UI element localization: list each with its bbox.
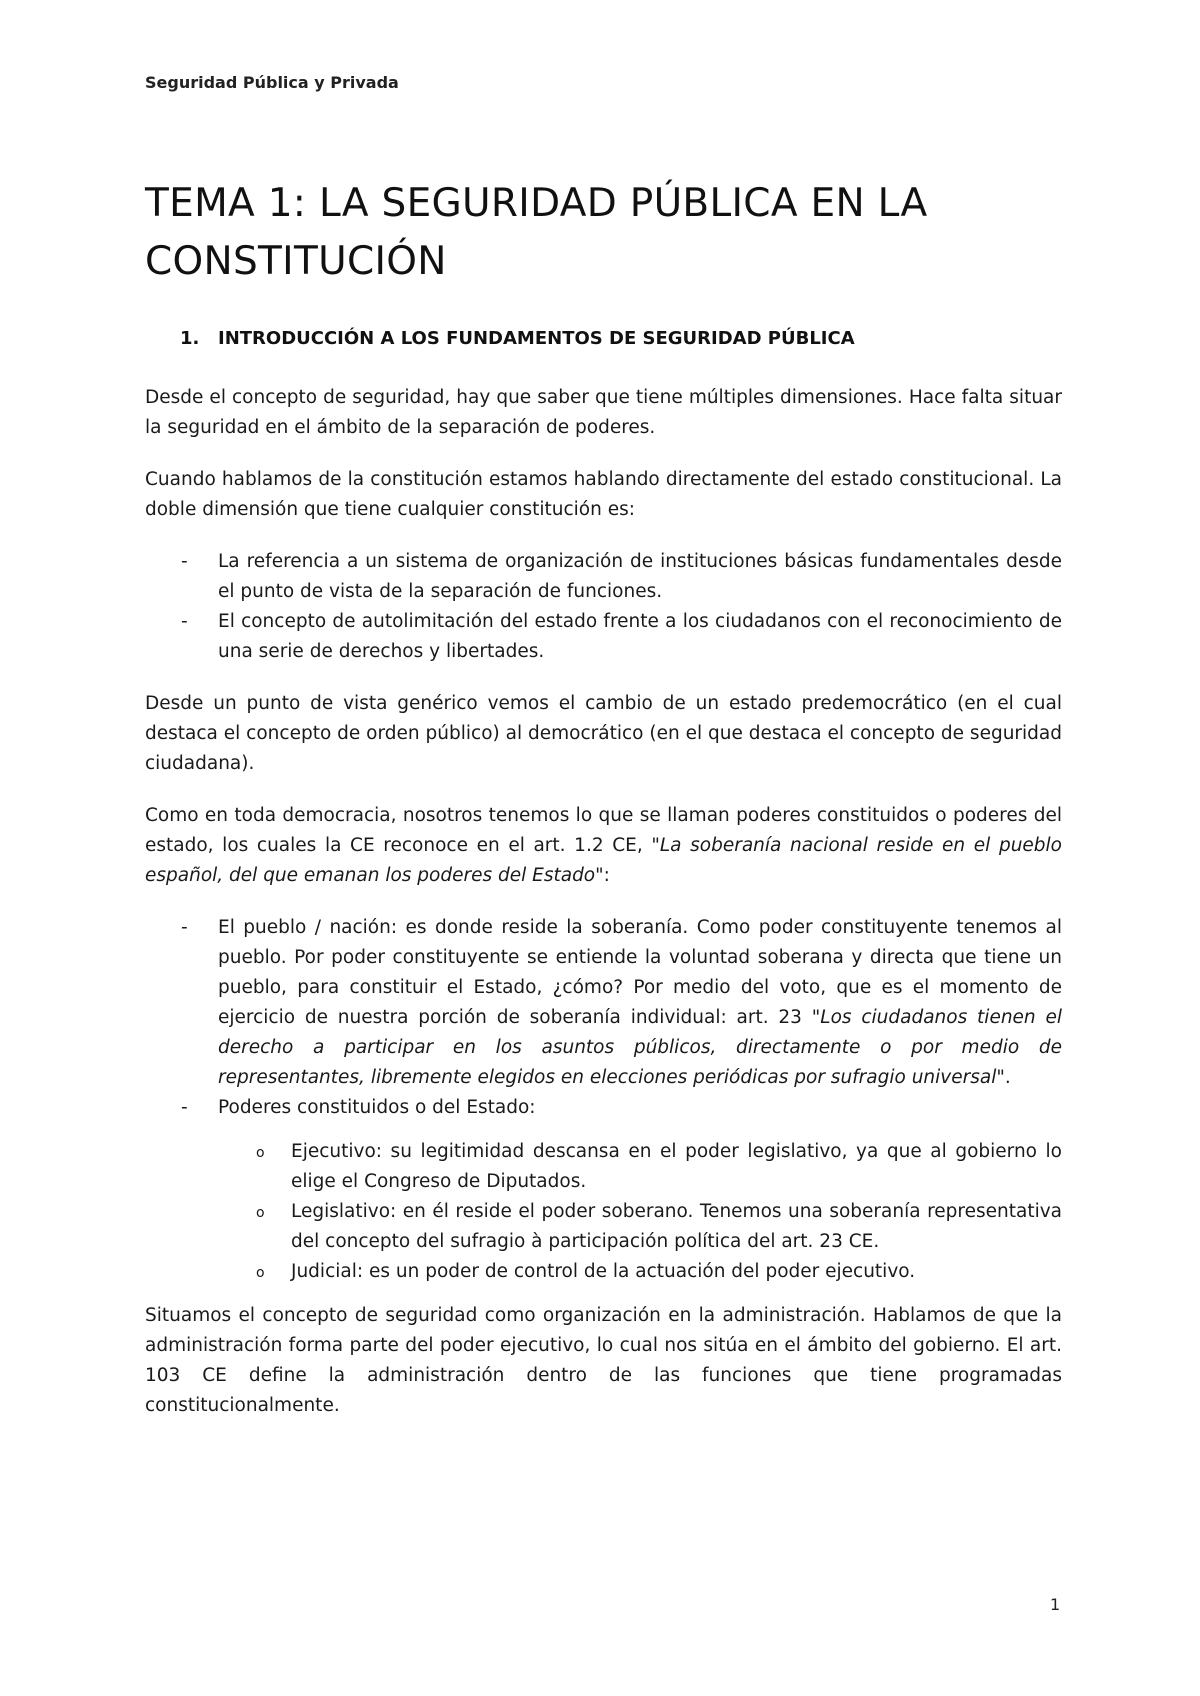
sublist-item [145, 1137, 1062, 1197]
constituted-powers-sublist [145, 1137, 1062, 1287]
paragraph-3: Desde un punto de vista genérico vemos el cambio de un estado predemocrático (en el cual destaca el concepto de orden público) al democrático (en el que destaca el concepto de seguridad ciudadana). [145, 693, 1062, 774]
article-23-quote: Los ciudadanos tienen el derecho a participar en los asuntos públicos, directamente o por medio de representantes, libremente elegidos en elecciones periódicas por sufragio universal [218, 1007, 1062, 1088]
dash-bullet: - [181, 917, 188, 938]
paragraph-5: Situamos el concepto de seguridad como organización en la administración. Hablamos de que la administración forma parte del poder ejecutivo, lo cual nos sitúa en el ámbito del gobierno. El art. 103 CE define la administración dentro de las funciones que tiene programadas constitucionalmente. [145, 1305, 1062, 1416]
circle-bullet: o [256, 1145, 265, 1161]
list-item-text: La referencia a un sistema de organización de instituciones básicas fundamentales desde el punto de vista de la separación de funciones. [218, 551, 1062, 602]
paragraph-4-end: ": [595, 865, 610, 886]
sublist-item [145, 1257, 1062, 1287]
dash-bullet: - [181, 611, 188, 632]
paragraph-4-text: Como en toda democracia, nosotros tenemos lo que se llaman poderes constituidos o poderes del estado, los cuales la CE reconoce en el art. 1.2 CE, " [145, 805, 1062, 856]
sublist-item-text: Ejecutivo: su legitimidad descansa en el poder legislativo, ya que al gobierno lo elige el Congreso de Diputados. [291, 1141, 1062, 1192]
circle-bullet: o [256, 1205, 265, 1221]
paragraph-1: Desde el concepto de seguridad, hay que saber que tiene múltiples dimensiones. Hace falta situar la seguridad en el ámbito de la separación de poderes. [145, 387, 1062, 438]
section-number: 1. [180, 328, 200, 349]
running-header: Seguridad Pública y Privada [145, 73, 399, 92]
list-item [145, 913, 1062, 1093]
section-heading-text: INTRODUCCIÓN A LOS FUNDAMENTOS DE SEGURIDAD PÚBLICA [218, 328, 855, 349]
list-item-text: El pueblo / nación: es donde reside la soberanía. Como poder constituyente tenemos al pueblo. Por poder constituyente se entiende la voluntad soberana y directa que tiene un pueblo, para constituir el Estado, ¿cómo? Por medio del voto, que es el momento de ejercicio de nuestra porción de soberanía individual: art. 23 " [218, 917, 1062, 1028]
sublist-item [145, 1197, 1062, 1257]
list-item-end: ". [996, 1067, 1011, 1088]
sublist-item-text: Legislativo: en él reside el poder soberano. Tenemos una soberanía representativa del concepto del sufragio à participación política del art. 23 CE. [291, 1201, 1062, 1252]
sublist-item-text: Judicial: es un poder de control de la actuación del poder ejecutivo. [291, 1261, 916, 1282]
list-item-text: El concepto de autolimitación del estado frente a los ciudadanos con el reconocimiento de una serie de derechos y libertades. [218, 611, 1062, 662]
dash-bullet: - [181, 1097, 188, 1118]
list-item [145, 607, 1062, 667]
list-item [145, 547, 1062, 607]
circle-bullet: o [256, 1265, 265, 1281]
paragraph-2: Cuando hablamos de la constitución estamos hablando directamente del estado constitucional. La doble dimensión que tiene cualquier constitución es: [145, 469, 1062, 520]
paragraph-4 [145, 801, 1062, 891]
document-body [145, 383, 1062, 1443]
page-number: 1 [1050, 1595, 1061, 1614]
dual-dimension-list [145, 547, 1062, 667]
constitution-quote: La soberanía nacional reside en el pueblo español, del que emanan los poderes del Estado [145, 835, 1062, 886]
list-item-text: Poderes constituidos o del Estado: [218, 1097, 536, 1118]
dash-bullet: - [181, 551, 188, 572]
powers-list [145, 913, 1062, 1287]
list-item [145, 1093, 1062, 1287]
document-title: TEMA 1: LA SEGURIDAD PÚBLICA EN LA CONSTITUCIÓN [145, 181, 928, 284]
